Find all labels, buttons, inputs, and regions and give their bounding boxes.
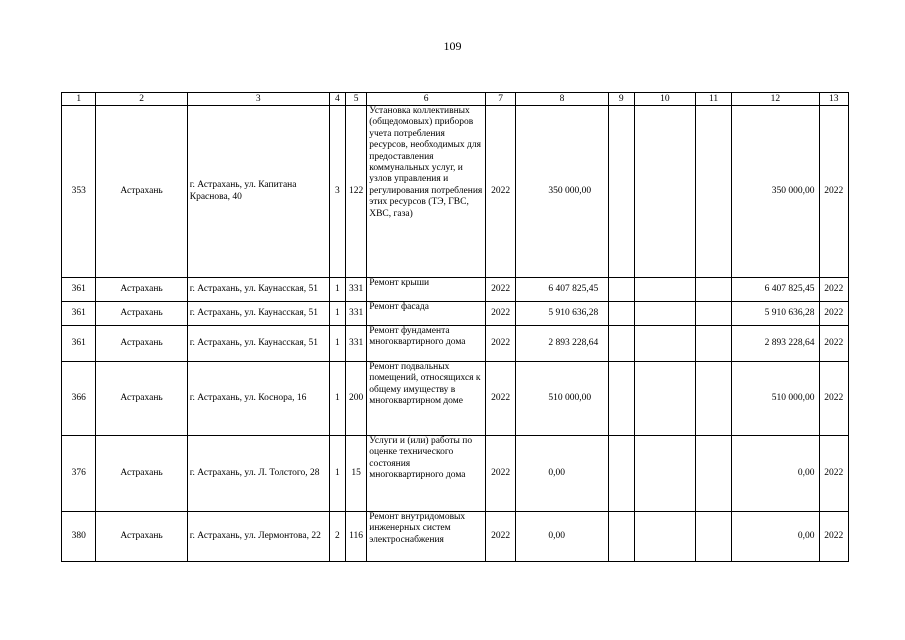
column-header: 13 bbox=[819, 93, 848, 106]
column-header: 2 bbox=[96, 93, 187, 106]
column-header: 12 bbox=[732, 93, 819, 106]
object-id-cell: 353 bbox=[62, 106, 96, 278]
floors-cell: 2 bbox=[329, 512, 345, 562]
table-row bbox=[62, 326, 849, 362]
year-cell: 2022 bbox=[485, 278, 515, 302]
fund-cell bbox=[695, 278, 732, 302]
column-header: 9 bbox=[608, 93, 634, 106]
deadline-year-cell: 2022 bbox=[819, 362, 848, 436]
floors-cell: 3 bbox=[329, 106, 345, 278]
column-header: 11 bbox=[695, 93, 732, 106]
column-header: 10 bbox=[634, 93, 695, 106]
year-cell: 2022 bbox=[485, 326, 515, 362]
work-type-cell: Услуги и (или) работы по оценке технического состояния многоквартирного дома bbox=[367, 436, 486, 512]
column-number-row bbox=[62, 93, 849, 106]
deadline-year-cell: 2022 bbox=[819, 436, 848, 512]
object-id-cell: 366 bbox=[62, 362, 96, 436]
cost-cell: 5 910 636,28 bbox=[516, 302, 608, 326]
table-row bbox=[62, 106, 849, 278]
object-id-cell: 361 bbox=[62, 278, 96, 302]
area-cell: 331 bbox=[345, 326, 366, 362]
address-cell: г. Астрахань, ул. Капитана Краснова, 40 bbox=[187, 106, 329, 278]
work-type-cell: Ремонт крыши bbox=[367, 278, 486, 302]
area-cell: 116 bbox=[345, 512, 366, 562]
municipality-cell: Астрахань bbox=[96, 512, 187, 562]
table-row bbox=[62, 362, 849, 436]
fund-cell bbox=[634, 106, 695, 278]
area-cell: 15 bbox=[345, 436, 366, 512]
municipality-cell: Астрахань bbox=[96, 302, 187, 326]
fund-cell bbox=[695, 512, 732, 562]
fund-cell bbox=[608, 326, 634, 362]
area-cell: 331 bbox=[345, 302, 366, 326]
municipality-cell: Астрахань bbox=[96, 278, 187, 302]
object-id-cell: 380 bbox=[62, 512, 96, 562]
floors-cell: 1 bbox=[329, 326, 345, 362]
municipality-cell: Астрахань bbox=[96, 326, 187, 362]
work-type-cell: Ремонт фундамента многоквартирного дома bbox=[367, 326, 486, 362]
column-header: 1 bbox=[62, 93, 96, 106]
cost-cell: 2 893 228,64 bbox=[516, 326, 608, 362]
municipality-cell: Астрахань bbox=[96, 106, 187, 278]
fund-cell bbox=[695, 362, 732, 436]
capital-repair-table bbox=[61, 92, 849, 562]
object-id-cell: 361 bbox=[62, 326, 96, 362]
total-cost-cell: 5 910 636,28 bbox=[732, 302, 819, 326]
work-type-cell: Ремонт подвальных помещений, относящихся к общему имуществу в многоквартирном доме bbox=[367, 362, 486, 436]
deadline-year-cell: 2022 bbox=[819, 278, 848, 302]
municipality-cell: Астрахань bbox=[96, 362, 187, 436]
year-cell: 2022 bbox=[485, 436, 515, 512]
area-cell: 122 bbox=[345, 106, 366, 278]
fund-cell bbox=[634, 362, 695, 436]
column-header: 5 bbox=[345, 93, 366, 106]
municipality-cell: Астрахань bbox=[96, 436, 187, 512]
fund-cell bbox=[608, 106, 634, 278]
floors-cell: 1 bbox=[329, 362, 345, 436]
fund-cell bbox=[608, 302, 634, 326]
work-type-cell: Ремонт фасада bbox=[367, 302, 486, 326]
area-cell: 200 bbox=[345, 362, 366, 436]
column-header: 4 bbox=[329, 93, 345, 106]
deadline-year-cell: 2022 bbox=[819, 106, 848, 278]
address-cell: г. Астрахань, ул. Коснора, 16 bbox=[187, 362, 329, 436]
fund-cell bbox=[695, 436, 732, 512]
floors-cell: 1 bbox=[329, 278, 345, 302]
cost-cell: 350 000,00 bbox=[516, 106, 608, 278]
cost-cell: 6 407 825,45 bbox=[516, 278, 608, 302]
fund-cell bbox=[695, 302, 732, 326]
fund-cell bbox=[634, 436, 695, 512]
table-row bbox=[62, 512, 849, 562]
cost-cell: 0,00 bbox=[516, 512, 608, 562]
deadline-year-cell: 2022 bbox=[819, 326, 848, 362]
object-id-cell: 376 bbox=[62, 436, 96, 512]
total-cost-cell: 0,00 bbox=[732, 512, 819, 562]
address-cell: г. Астрахань, ул. Каунасская, 51 bbox=[187, 326, 329, 362]
address-cell: г. Астрахань, ул. Лермонтова, 22 bbox=[187, 512, 329, 562]
year-cell: 2022 bbox=[485, 362, 515, 436]
address-cell: г. Астрахань, ул. Каунасская, 51 bbox=[187, 278, 329, 302]
fund-cell bbox=[608, 278, 634, 302]
address-cell: г. Астрахань, ул. Л. Толстого, 28 bbox=[187, 436, 329, 512]
year-cell: 2022 bbox=[485, 302, 515, 326]
column-header: 6 bbox=[367, 93, 486, 106]
fund-cell bbox=[695, 106, 732, 278]
deadline-year-cell: 2022 bbox=[819, 302, 848, 326]
deadline-year-cell: 2022 bbox=[819, 512, 848, 562]
total-cost-cell: 2 893 228,64 bbox=[732, 326, 819, 362]
fund-cell bbox=[634, 278, 695, 302]
floors-cell: 1 bbox=[329, 436, 345, 512]
fund-cell bbox=[608, 362, 634, 436]
fund-cell bbox=[634, 302, 695, 326]
table-row bbox=[62, 278, 849, 302]
fund-cell bbox=[608, 512, 634, 562]
fund-cell bbox=[695, 326, 732, 362]
fund-cell bbox=[634, 326, 695, 362]
year-cell: 2022 bbox=[485, 106, 515, 278]
cost-cell: 0,00 bbox=[516, 436, 608, 512]
total-cost-cell: 0,00 bbox=[732, 436, 819, 512]
table-row bbox=[62, 436, 849, 512]
page-number: 109 bbox=[443, 39, 462, 53]
total-cost-cell: 6 407 825,45 bbox=[732, 278, 819, 302]
total-cost-cell: 510 000,00 bbox=[732, 362, 819, 436]
floors-cell: 1 bbox=[329, 302, 345, 326]
table-row bbox=[62, 302, 849, 326]
address-cell: г. Астрахань, ул. Каунасская, 51 bbox=[187, 302, 329, 326]
cost-cell: 510 000,00 bbox=[516, 362, 608, 436]
column-header: 3 bbox=[187, 93, 329, 106]
object-id-cell: 361 bbox=[62, 302, 96, 326]
work-type-cell: Установка коллективных (общедомовых) приборов учета потребления ресурсов, необходимых для предоставления коммунальных услуг, и узлов управления и регулирования потребления этих ресурсов (ТЭ, ГВС, ХВС, газа) bbox=[367, 106, 486, 278]
fund-cell bbox=[634, 512, 695, 562]
column-header: 7 bbox=[485, 93, 515, 106]
fund-cell bbox=[608, 436, 634, 512]
year-cell: 2022 bbox=[485, 512, 515, 562]
area-cell: 331 bbox=[345, 278, 366, 302]
total-cost-cell: 350 000,00 bbox=[732, 106, 819, 278]
work-type-cell: Ремонт внутридомовых инженерных систем электроснабжения bbox=[367, 512, 486, 562]
column-header: 8 bbox=[516, 93, 608, 106]
